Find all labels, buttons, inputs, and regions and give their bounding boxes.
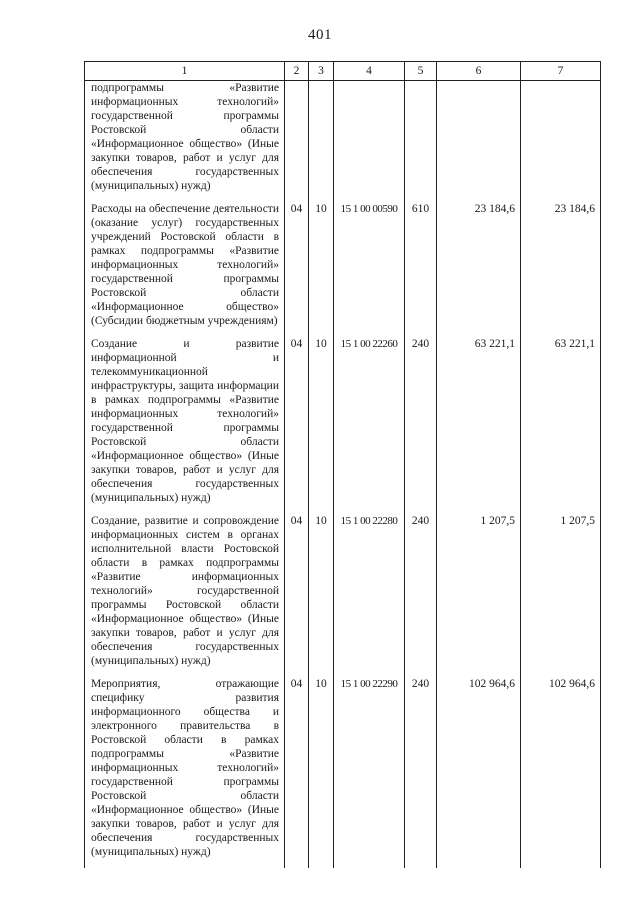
column-header-5: 5 (405, 62, 437, 81)
row-description: Расходы на обеспечение деятельности (оказание услуг) государственных учреждений Ростовской области в рамках подпрограммы «Развитие информационных технологий» государственной программы Ростовской области «Информационное общество» (Субсидии бюджетным учреждениям) (85, 202, 285, 337)
page-number: 401 (308, 27, 332, 43)
row-subsection: 10 (309, 514, 334, 677)
column-header-3: 3 (309, 62, 334, 81)
row-subsection: 10 (309, 202, 334, 337)
row-amount-col7: 1 207,5 (521, 514, 601, 677)
row-target-code: 15 1 00 22260 (334, 337, 405, 514)
row-amount-col6: 1 207,5 (437, 514, 521, 677)
column-header-4: 4 (334, 62, 405, 81)
row-amount-col7: 23 184,6 (521, 202, 601, 337)
table-row (85, 514, 601, 677)
budget-table (84, 61, 601, 868)
row-description: Создание и развитие информационной и телекоммуникационной инфраструктуры, защита информации в рамках подпрограммы «Развитие информационных технологий» государственной программы Ростовской области «Информационное общество» (Иные закупки товаров, работ и услуг для обеспечения государственных (муниципальных) нужд) (85, 337, 285, 514)
row-target-code: 15 1 00 22280 (334, 514, 405, 677)
row-expense-type: 240 (405, 514, 437, 677)
column-header-2: 2 (285, 62, 309, 81)
row-section: 04 (285, 202, 309, 337)
column-header-6: 6 (437, 62, 521, 81)
table-row (85, 202, 601, 337)
table-row (85, 337, 601, 514)
table-row-continuation (85, 81, 601, 203)
row-subsection: 10 (309, 337, 334, 514)
row-description: Мероприятия, отражающие специфику развития информационного общества и электронного правительства в Ростовской области в рамках подпрограммы «Развитие информационных технологий» государственной программы Ростовской области «Информационное общество» (Иные закупки товаров, работ и услуг для обеспечения государственных (муниципальных) нужд) (85, 677, 285, 868)
row-amount-col6: 102 964,6 (437, 677, 521, 868)
row-amount-col6: 23 184,6 (437, 202, 521, 337)
table-row (85, 677, 601, 868)
row-expense-type: 240 (405, 337, 437, 514)
row-expense-type: 240 (405, 677, 437, 868)
row-amount-col7: 63 221,1 (521, 337, 601, 514)
row-amount-col7: 102 964,6 (521, 677, 601, 868)
row-target-code: 15 1 00 00590 (334, 202, 405, 337)
row-section: 04 (285, 337, 309, 514)
row-subsection: 10 (309, 677, 334, 868)
table-header-row (85, 62, 601, 81)
row-section: 04 (285, 677, 309, 868)
column-header-1: 1 (85, 62, 285, 81)
row-description: Создание, развитие и сопровождение информационных систем в органах исполнительной власти Ростовской области в рамках подпрограммы «Развитие информационных технологий» государственной программы Ростовской области «Информационное общество» (Иные закупки товаров, работ и услуг для обеспечения государственных (муниципальных) нужд) (85, 514, 285, 677)
row-target-code: 15 1 00 22290 (334, 677, 405, 868)
row-amount-col6: 63 221,1 (437, 337, 521, 514)
row-section: 04 (285, 514, 309, 677)
column-header-7: 7 (521, 62, 601, 81)
row-expense-type: 610 (405, 202, 437, 337)
continuation-description: подпрограммы «Развитие информационных технологий» государственной программы Ростовской области «Информационное общество» (Иные закупки товаров, работ и услуг для обеспечения государственных (муниципальных) нужд) (85, 81, 285, 203)
